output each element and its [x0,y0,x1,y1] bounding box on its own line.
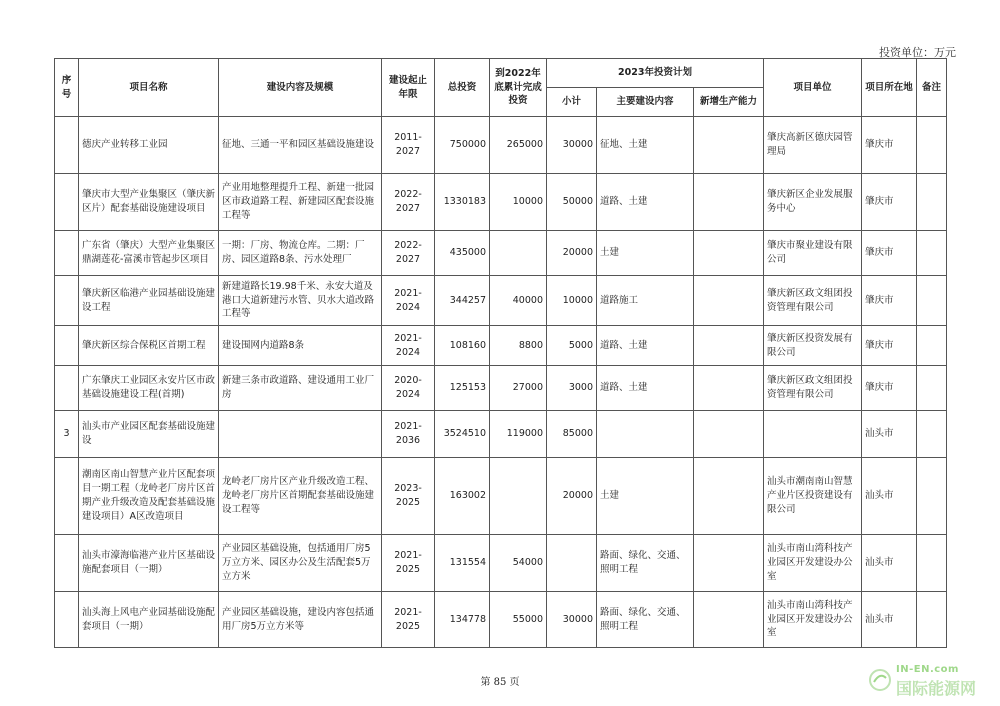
row-subtotal: 30000 [547,592,597,648]
row-note [917,276,947,326]
row-subtotal: 10000 [547,276,597,326]
row-content: 龙岭老厂房片区产业升级改造工程、龙岭老厂房片区首期配套基础设施建设工程等 [219,458,382,535]
row-note [917,326,947,366]
row-total: 108160 [435,326,490,366]
row-period: 2021-2025 [382,535,435,592]
row-location: 肇庆市 [862,326,917,366]
table-row [55,366,947,411]
row-location: 汕头市 [862,592,917,648]
row-note [917,411,947,458]
row-seq [55,326,79,366]
row-period: 2020-2024 [382,366,435,411]
row-main-content: 征地、土建 [597,117,694,174]
row-done: 265000 [490,117,547,174]
header-main-content: 主要建设内容 [597,88,694,117]
row-seq [55,231,79,276]
watermark-en: IN-EN.com [896,664,959,675]
table-row [55,117,947,174]
row-note [917,592,947,648]
table-row [55,592,947,648]
row-total: 163002 [435,458,490,535]
row-done: 119000 [490,411,547,458]
row-subtotal: 85000 [547,411,597,458]
row-content: 新建道路长19.98千米、永安大道及港口大道新建污水管、贝水大道改路工程等 [219,276,382,326]
row-capacity [694,366,764,411]
row-capacity [694,592,764,648]
row-name: 汕头市濠海临港产业片区基础设施配套项目（一期） [79,535,219,592]
in-en-logo-icon [868,668,892,692]
watermark [838,664,988,704]
header-subtotal: 小计 [547,88,597,117]
row-done: 8800 [490,326,547,366]
row-name: 广东肇庆工业园区永安片区市政基础设施建设工程(首期) [79,366,219,411]
row-subtotal: 50000 [547,174,597,231]
row-capacity [694,411,764,458]
row-done: 54000 [490,535,547,592]
row-location: 汕头市 [862,458,917,535]
row-capacity [694,535,764,592]
row-unit: 肇庆市聚业建设有限公司 [764,231,862,276]
row-name: 肇庆新区临港产业园基础设施建设工程 [79,276,219,326]
row-period: 2021-2036 [382,411,435,458]
row-period: 2022-2027 [382,174,435,231]
row-period: 2021-2025 [382,592,435,648]
row-unit [764,411,862,458]
row-period: 2011-2027 [382,117,435,174]
row-unit: 汕头市南山湾科技产业园区开发建设办公室 [764,535,862,592]
header-period: 建设起止年限 [382,59,435,117]
row-content: 产业园区基础设施，建设内容包括通用厂房5万立方米等 [219,592,382,648]
header-total: 总投资 [435,59,490,117]
row-location: 汕头市 [862,411,917,458]
row-seq [55,117,79,174]
row-unit: 肇庆新区政文组团投资管理有限公司 [764,276,862,326]
row-main-content: 道路、土建 [597,174,694,231]
row-seq [55,458,79,535]
row-total: 1330183 [435,174,490,231]
row-seq [55,535,79,592]
row-content: 一期：厂房、物流仓库。二期：厂房、园区道路8条、污水处理厂 [219,231,382,276]
row-done: 55000 [490,592,547,648]
row-content: 征地、三通一平和园区基础设施建设 [219,117,382,174]
row-main-content [597,411,694,458]
row-name: 潮南区南山智慧产业片区配套项目一期工程（龙岭老厂房片区首期产业升级改造及配套基础设施建设项目）A区改造项目 [79,458,219,535]
row-seq [55,592,79,648]
header-note: 备注 [917,59,947,117]
row-total: 3524510 [435,411,490,458]
watermark-cn: 国际能源网 [896,679,977,698]
row-content: 产业园区基础设施，包括通用厂房5万立方米、园区办公及生活配套5万立方米 [219,535,382,592]
row-main-content: 土建 [597,231,694,276]
row-main-content: 道路、土建 [597,326,694,366]
row-done: 27000 [490,366,547,411]
row-done: 40000 [490,276,547,326]
row-main-content: 道路施工 [597,276,694,326]
row-total: 344257 [435,276,490,326]
row-note [917,231,947,276]
row-done [490,458,547,535]
header-unit: 项目单位 [764,59,862,117]
row-seq [55,366,79,411]
row-unit: 肇庆新区政文组团投资管理有限公司 [764,366,862,411]
row-main-content: 路面、绿化、交通、照明工程 [597,535,694,592]
row-total: 435000 [435,231,490,276]
row-name: 汕头海上风电产业园基础设施配套项目（一期） [79,592,219,648]
row-unit: 肇庆新区投资发展有限公司 [764,326,862,366]
row-subtotal [547,535,597,592]
row-period: 2021-2024 [382,276,435,326]
row-name: 汕头市产业园区配套基础设施建设 [79,411,219,458]
row-capacity [694,174,764,231]
row-period: 2023-2025 [382,458,435,535]
row-subtotal: 20000 [547,458,597,535]
row-seq [55,174,79,231]
row-unit: 肇庆新区企业发展服务中心 [764,174,862,231]
table-row [55,535,947,592]
row-name: 肇庆新区综合保税区首期工程 [79,326,219,366]
row-unit: 汕头市潮南南山智慧产业片区投资建设有限公司 [764,458,862,535]
row-main-content: 道路、土建 [597,366,694,411]
row-name: 肇庆市大型产业集聚区（肇庆新区片）配套基础设施建设项目 [79,174,219,231]
header-content: 建设内容及规模 [219,59,382,117]
row-content: 新建三条市政道路、建设通用工业厂房 [219,366,382,411]
table-row [55,174,947,231]
row-note [917,366,947,411]
header-capacity: 新增生产能力 [694,88,764,117]
row-main-content: 路面、绿化、交通、照明工程 [597,592,694,648]
row-total: 750000 [435,117,490,174]
row-location: 肇庆市 [862,231,917,276]
row-location: 汕头市 [862,535,917,592]
row-capacity [694,458,764,535]
row-total: 131554 [435,535,490,592]
header-name: 项目名称 [79,59,219,117]
row-location: 肇庆市 [862,174,917,231]
row-location: 肇庆市 [862,276,917,326]
row-subtotal: 5000 [547,326,597,366]
header-done: 到2022年底累计完成投资 [490,59,547,117]
row-total: 125153 [435,366,490,411]
investment-unit-label: 投资单位：万元 [879,46,956,59]
investment-table [54,58,947,648]
table-row [55,231,947,276]
row-note [917,535,947,592]
table-row [55,411,947,458]
row-name: 广东省（肇庆）大型产业集聚区鼎湖莲花-富溪市管起步区项目 [79,231,219,276]
row-seq: 3 [55,411,79,458]
page-number: 第 85 页 [480,677,520,688]
header-plan-2023: 2023年投资计划 [547,59,764,88]
table-row [55,276,947,326]
row-name: 德庆产业转移工业园 [79,117,219,174]
row-capacity [694,326,764,366]
row-capacity [694,231,764,276]
header-seq: 序号 [55,59,79,117]
row-seq [55,276,79,326]
row-period: 2022-2027 [382,231,435,276]
row-main-content: 土建 [597,458,694,535]
row-total: 134778 [435,592,490,648]
row-capacity [694,276,764,326]
row-period: 2021-2024 [382,326,435,366]
row-subtotal: 20000 [547,231,597,276]
row-location: 肇庆市 [862,117,917,174]
row-capacity [694,117,764,174]
header-location: 项目所在地 [862,59,917,117]
row-subtotal: 3000 [547,366,597,411]
row-content [219,411,382,458]
row-unit: 汕头市南山湾科技产业园区开发建设办公室 [764,592,862,648]
row-note [917,117,947,174]
table-body [55,117,947,648]
row-location: 肇庆市 [862,366,917,411]
table-row [55,458,947,535]
row-content: 产业用地整理提升工程、新建一批园区市政道路工程、新建园区配套设施工程等 [219,174,382,231]
row-content: 建设围网内道路8条 [219,326,382,366]
row-note [917,174,947,231]
row-done [490,231,547,276]
row-done: 10000 [490,174,547,231]
table-row [55,326,947,366]
row-unit: 肇庆高新区德庆园管理局 [764,117,862,174]
row-note [917,458,947,535]
row-subtotal: 30000 [547,117,597,174]
